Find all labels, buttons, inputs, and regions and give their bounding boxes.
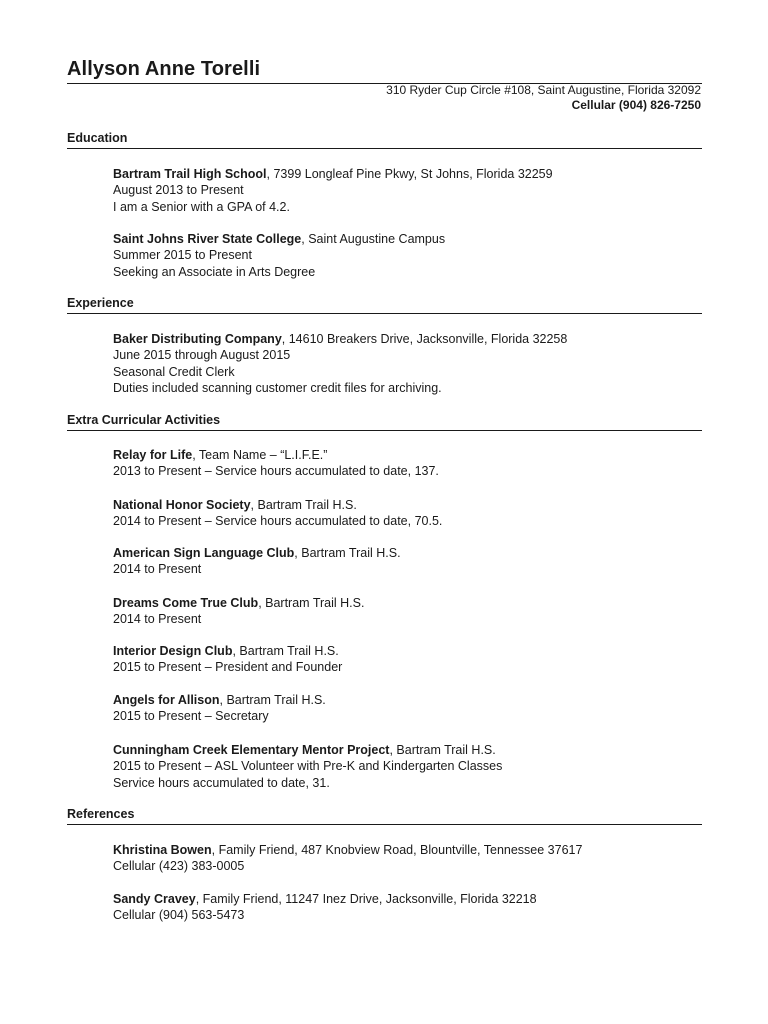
entry-line: 2014 to Present	[113, 562, 202, 577]
entry-detail: , Family Friend, 487 Knobview Road, Blountville, Tennessee 37617	[211, 843, 583, 857]
entry-heading	[113, 842, 582, 858]
entry-detail: , 7399 Longleaf Pine Pkwy, St Johns, Florida 32259	[266, 167, 553, 181]
section-experience	[67, 296, 702, 314]
entry-org: Relay for Life	[113, 448, 193, 462]
entry-org: American Sign Language Club	[113, 546, 295, 560]
entry-heading	[113, 447, 439, 463]
entry-org: Sandy Cravey	[113, 892, 196, 906]
entry-heading	[113, 331, 567, 347]
entry-org: Interior Design Club	[113, 644, 233, 658]
entry-line: 2013 to Present – Service hours accumulated to date, 137.	[113, 464, 439, 479]
entry-org: Dreams Come True Club	[113, 596, 259, 610]
section-title-education: Education	[67, 131, 702, 149]
entry-heading	[113, 497, 442, 513]
entry-detail: , Bartram Trail H.S.	[294, 546, 401, 560]
entry-heading	[113, 643, 342, 659]
activity-entry	[113, 595, 364, 628]
resume-name: Allyson Anne Torelli	[67, 58, 261, 80]
entry-heading	[113, 891, 537, 907]
entry-heading	[113, 545, 401, 561]
section-references	[67, 807, 702, 825]
entry-detail: , Bartram Trail H.S.	[219, 693, 326, 707]
experience-entry	[113, 331, 567, 396]
entry-detail: , Bartram Trail H.S.	[389, 743, 496, 757]
entry-detail: , Family Friend, 11247 Inez Drive, Jacksonville, Florida 32218	[195, 892, 537, 906]
entry-org: Baker Distributing Company	[113, 332, 282, 346]
entry-line: Cellular (904) 563-5473	[113, 908, 245, 923]
activity-entry	[113, 643, 342, 676]
entry-heading	[113, 595, 364, 611]
entry-heading	[113, 692, 326, 708]
entry-line: Cellular (423) 383-0005	[113, 859, 245, 874]
entry-line: Duties included scanning customer credit files for archiving.	[113, 380, 442, 395]
activity-entry	[113, 497, 442, 530]
section-education	[67, 131, 702, 149]
section-title-references: References	[67, 807, 702, 825]
entry-org: Angels for Allison	[113, 693, 220, 707]
entry-detail: , Saint Augustine Campus	[301, 232, 446, 246]
section-title-activities: Extra Curricular Activities	[67, 413, 702, 431]
education-entry	[113, 231, 445, 280]
entry-line: 2015 to Present – ASL Volunteer with Pre-K and Kindergarten Classes	[113, 759, 503, 774]
activity-entry	[113, 545, 401, 578]
entry-org: National Honor Society	[113, 498, 251, 512]
entry-line: Seeking an Associate in Arts Degree	[113, 264, 316, 279]
entry-line: 2014 to Present – Service hours accumulated to date, 70.5.	[113, 514, 443, 529]
entry-detail: , Bartram Trail H.S.	[258, 596, 365, 610]
contact-address: 310 Ryder Cup Circle #108, Saint Augustine, Florida 32092	[386, 83, 701, 97]
activity-entry	[113, 447, 439, 480]
reference-entry	[113, 891, 537, 924]
entry-line: I am a Senior with a GPA of 4.2.	[113, 199, 290, 214]
entry-heading	[113, 742, 502, 758]
entry-line: Summer 2015 to Present	[113, 248, 252, 263]
entry-line: Seasonal Credit Clerk	[113, 364, 235, 379]
section-activities	[67, 413, 702, 431]
entry-detail: , Bartram Trail H.S.	[250, 498, 357, 512]
entry-line: Service hours accumulated to date, 31.	[113, 775, 330, 790]
entry-org: Khristina Bowen	[113, 843, 212, 857]
reference-entry	[113, 842, 582, 875]
entry-org: Saint Johns River State College	[113, 232, 302, 246]
entry-line: June 2015 through August 2015	[113, 348, 291, 363]
entry-org: Cunningham Creek Elementary Mentor Project	[113, 743, 390, 757]
activity-entry	[113, 692, 326, 725]
entry-detail: , 14610 Breakers Drive, Jacksonville, Florida 32258	[281, 332, 568, 346]
contact-phone: Cellular (904) 826-7250	[571, 98, 701, 112]
section-title-experience: Experience	[67, 296, 702, 314]
entry-heading	[113, 166, 553, 182]
entry-line: 2015 to Present – President and Founder	[113, 660, 343, 675]
activity-entry	[113, 742, 502, 791]
education-entry	[113, 166, 553, 215]
entry-line: 2014 to Present	[113, 612, 202, 627]
entry-heading	[113, 231, 445, 247]
entry-line: 2015 to Present – Secretary	[113, 709, 269, 724]
entry-detail: , Team Name – “L.I.F.E.”	[192, 448, 328, 462]
entry-org: Bartram Trail High School	[113, 167, 267, 181]
contact-block	[386, 83, 701, 113]
entry-detail: , Bartram Trail H.S.	[232, 644, 339, 658]
entry-line: August 2013 to Present	[113, 183, 244, 198]
